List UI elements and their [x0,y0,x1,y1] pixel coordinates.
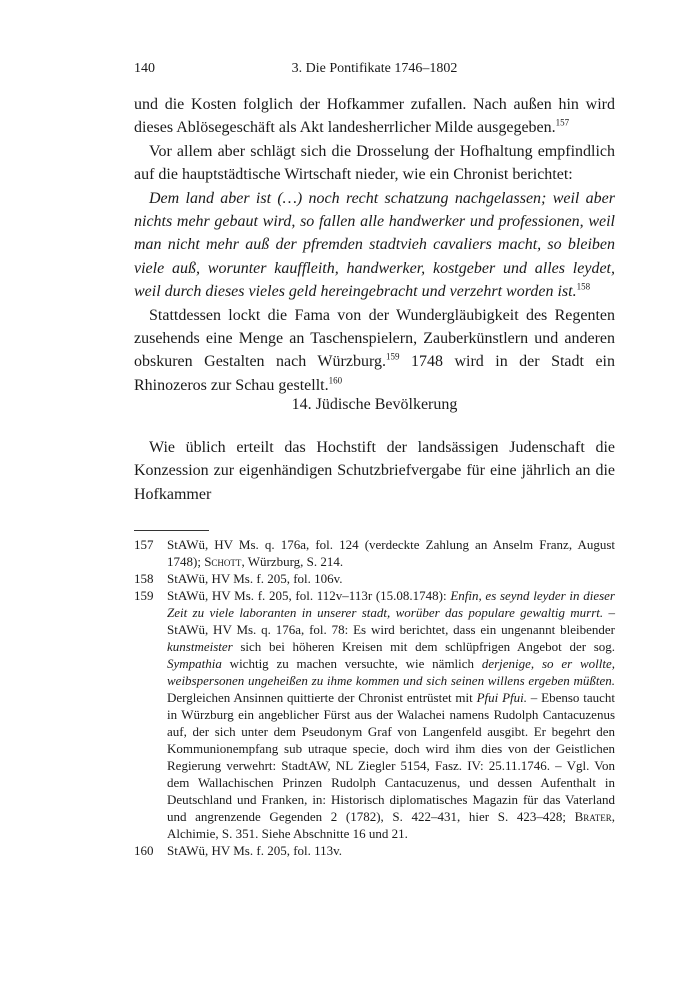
footnote-number: 157 [134,537,154,552]
running-title: 3. Die Pontifikate 1746–1802 [291,61,458,76]
footnote: 157 StAWü, HV Ms. q. 176a, fol. 124 (verdeckte Zahlung an Anselm Franz, August 1748); Schott, Würzburg, S. 214. [134,537,615,569]
paragraph: und die Kosten folglich der Hofkammer zufallen. Nach außen hin wird dieses Ablösegeschäft als Akt landesherrlicher Milde ausgegeben.$^{157}$ [134,96,615,137]
footnote-ref: 158 [576,281,591,292]
footnote-number: 158 [134,571,154,586]
page-number: 140 [134,61,155,76]
footnote-divider [134,530,209,531]
footnote-ref: 159 [386,352,400,363]
footnote-ref: 160 [328,375,343,386]
paragraph: Vor allem aber schlägt sich die Drosselung der Hofhaltung empfindlich auf die hauptstädtische Wirtschaft nieder, wie ein Chronist berichtet: [134,142,615,184]
page-header [134,61,615,83]
block-quote: Dem land aber ist (…) noch recht schatzung nachgelassen; weil aber nichts mehr gebaut wird, so fallen alle handwerker und professionen, weil man nicht mehr auß der pfremden stadtvieh cavaliers macht, so bleiben viele auß, worunter kauffleith, handwerker, kostgeber und alles leydet, weil durch dieses vieles geld hereingebracht und verzehrt worden ist.$^{158}$ [134,189,615,301]
footnote: 158 StAWü, HV Ms. f. 205, fol. 106v. [134,571,343,586]
footnote: 160 StAWü, HV Ms. f. 205, fol. 113v. [134,843,343,858]
footnote-number: 159 [134,588,154,603]
footnote-ref: 157 [555,118,570,129]
footnotes [134,536,615,859]
section-text [134,436,615,506]
footnote: 159 StAWü, HV Ms. f. 205, fol. 112v–113r (15.08.1748): Enfin, es seynd leyder in dieser Zeit zu viele laboranten in unserer stadt, worüber das populare gewaltig murrt. – StAWü, HV Ms. q. 176a, fol. 78: Es wird berichtet, dass ein ungenannt bleibender kunstmeister sich bei höheren Kreisen mit dem schlüpfrigen Angebot der sog. Sympathia wichtig zu machen versuchte, wie nämlich derjenige, so er wollte, weibspersonen ungeheißen zu ihme kommen und sich seinen willens ergeben müßten. Dergleichen Ansinnen quittierte der Chronist entrüstet mit Pfui Pfui. – Ebenso taucht in Würzburg ein angeblicher Fürst aus der Walachei namens Rudolph Cantacuzenus auf, der sich unter dem Pseudonym Graf von Langenfeld ausgibt. Er begehrt den Kommunionempfang sub utraque specie, doch wird ihm dies von der Geistlichen Regierung verwehrt: StadtAW, NL Ziegler 5154, Fasz. IV: 25.11.1746. – Vgl. Von dem Wallachischen Prinzen Rudolph Cantacuzenus, und dessen Aufenthalt in Deutschland und Franken, in: Historisch diplomatisches Magazin für das Vaterland und angrenzende Gegenden 2 (1782), S. 422–431, hier S. 423–428; Brater, Alchimie, S. 351. Siehe Abschnitte 16 und 21. [134,588,615,841]
section-heading: 14. Jüdische Bevölkerung [291,396,458,413]
main-text [134,93,615,397]
paragraph: Wie üblich erteilt das Hochstift der landsässigen Judenschaft die Konzession zur eigenhändigen Schutzbriefvergabe für eine jährlich an die Hofkammer [134,439,615,503]
paragraph: Stattdessen lockt die Fama von der Wundergläubigkeit des Regenten zusehends eine Menge an Taschenspielern, Zauberkünstlern und anderen obskuren Gestalten nach Würzburg.$^{159}$ 1748 wird in der Stadt ein Rhinozeros zur Schau gestellt.$^{160}$ [134,306,616,394]
footnote-number: 160 [134,843,154,858]
